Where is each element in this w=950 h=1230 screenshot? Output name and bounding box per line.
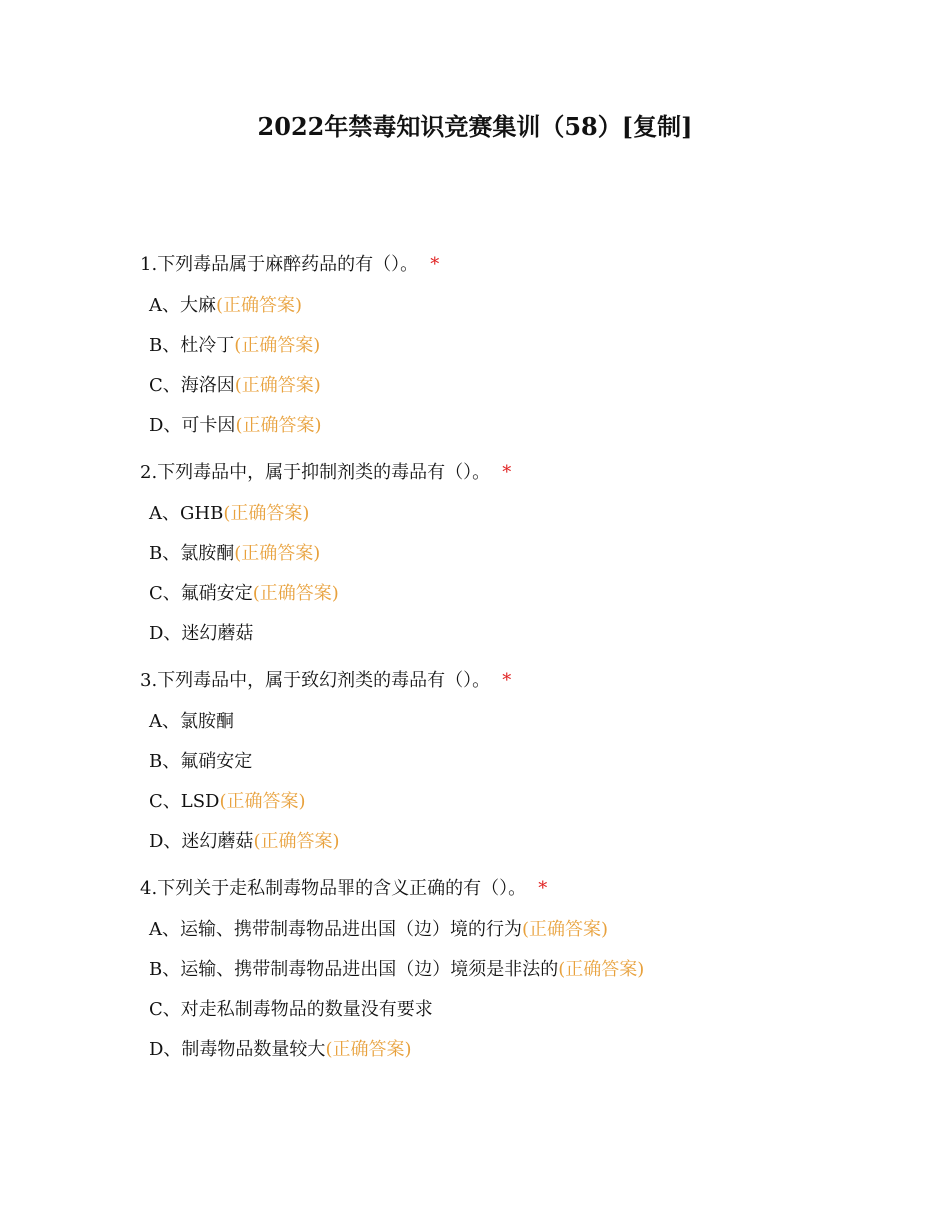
option-a[interactable] bbox=[140, 702, 900, 742]
option-a[interactable] bbox=[140, 286, 900, 326]
question-text bbox=[140, 872, 900, 906]
option-label: B、杜冷丁 bbox=[149, 335, 235, 356]
option-label: C、海洛因 bbox=[149, 375, 235, 396]
required-star: * bbox=[538, 878, 548, 899]
option-b[interactable] bbox=[140, 326, 900, 366]
question-number: 3. bbox=[140, 670, 158, 691]
option-label: D、可卡因 bbox=[149, 415, 236, 436]
option-c[interactable] bbox=[140, 782, 900, 822]
question-stem: 下列毒品中，属于抑制剂类的毒品有（）。 bbox=[157, 462, 491, 483]
option-label: A、GHB bbox=[149, 503, 224, 524]
question-4 bbox=[140, 872, 900, 1070]
required-star: * bbox=[502, 462, 512, 483]
question-2 bbox=[140, 456, 900, 654]
question-stem: 下列关于走私制毒物品罪的含义正确的有（）。 bbox=[157, 878, 527, 899]
option-label: C、氟硝安定 bbox=[149, 583, 253, 604]
correct-answer-tag: (正确答案) bbox=[522, 919, 609, 940]
correct-answer-tag: (正确答案) bbox=[223, 503, 310, 524]
option-label: C、对走私制毒物品的数量没有要求 bbox=[149, 999, 433, 1020]
option-b[interactable] bbox=[140, 534, 900, 574]
question-text bbox=[140, 456, 900, 490]
option-a[interactable] bbox=[140, 494, 900, 534]
required-star: * bbox=[502, 670, 512, 691]
question-3 bbox=[140, 664, 900, 862]
correct-answer-tag: (正确答案) bbox=[252, 583, 339, 604]
option-c[interactable] bbox=[140, 574, 900, 614]
required-star: * bbox=[430, 254, 440, 275]
correct-answer-tag: (正确答案) bbox=[558, 959, 645, 980]
option-d[interactable] bbox=[140, 614, 900, 654]
correct-answer-tag: (正确答案) bbox=[234, 375, 321, 396]
option-label: D、迷幻蘑菇 bbox=[149, 831, 254, 852]
correct-answer-tag: (正确答案) bbox=[325, 1039, 412, 1060]
option-label: B、氯胺酮 bbox=[149, 543, 235, 564]
option-label: D、迷幻蘑菇 bbox=[149, 623, 254, 644]
correct-answer-tag: (正确答案) bbox=[234, 543, 321, 564]
option-d[interactable] bbox=[140, 1030, 900, 1070]
correct-answer-tag: (正确答案) bbox=[253, 831, 340, 852]
page-title: 2022年禁毒知识竞赛集训（58）[复制] bbox=[257, 112, 693, 141]
question-number: 1. bbox=[140, 254, 158, 275]
question-stem: 下列毒品中，属于致幻剂类的毒品有（）。 bbox=[157, 670, 491, 691]
correct-answer-tag: (正确答案) bbox=[219, 791, 306, 812]
option-label: D、制毒物品数量较大 bbox=[149, 1039, 326, 1060]
option-label: A、运输、携带制毒物品进出国（边）境的行为 bbox=[149, 919, 522, 940]
option-c[interactable] bbox=[140, 366, 900, 406]
option-label: A、氯胺酮 bbox=[149, 711, 234, 732]
option-b[interactable] bbox=[140, 950, 900, 990]
option-c[interactable] bbox=[140, 990, 900, 1030]
option-a[interactable] bbox=[140, 910, 900, 950]
question-text bbox=[140, 248, 900, 282]
option-b[interactable] bbox=[140, 742, 900, 782]
correct-answer-tag: (正确答案) bbox=[234, 335, 321, 356]
option-label: B、氟硝安定 bbox=[149, 751, 253, 772]
question-stem: 下列毒品属于麻醉药品的有（）。 bbox=[157, 254, 419, 275]
correct-answer-tag: (正确答案) bbox=[216, 295, 303, 316]
question-text bbox=[140, 664, 900, 698]
option-d[interactable] bbox=[140, 406, 900, 446]
question-number: 4. bbox=[140, 878, 158, 899]
option-label: A、大麻 bbox=[149, 295, 216, 316]
option-label: B、运输、携带制毒物品进出国（边）境须是非法的 bbox=[149, 959, 559, 980]
question-number: 2. bbox=[140, 462, 158, 483]
question-list bbox=[140, 248, 900, 1080]
correct-answer-tag: (正确答案) bbox=[235, 415, 322, 436]
option-label: C、LSD bbox=[149, 791, 220, 812]
option-d[interactable] bbox=[140, 822, 900, 862]
question-1 bbox=[140, 248, 900, 446]
